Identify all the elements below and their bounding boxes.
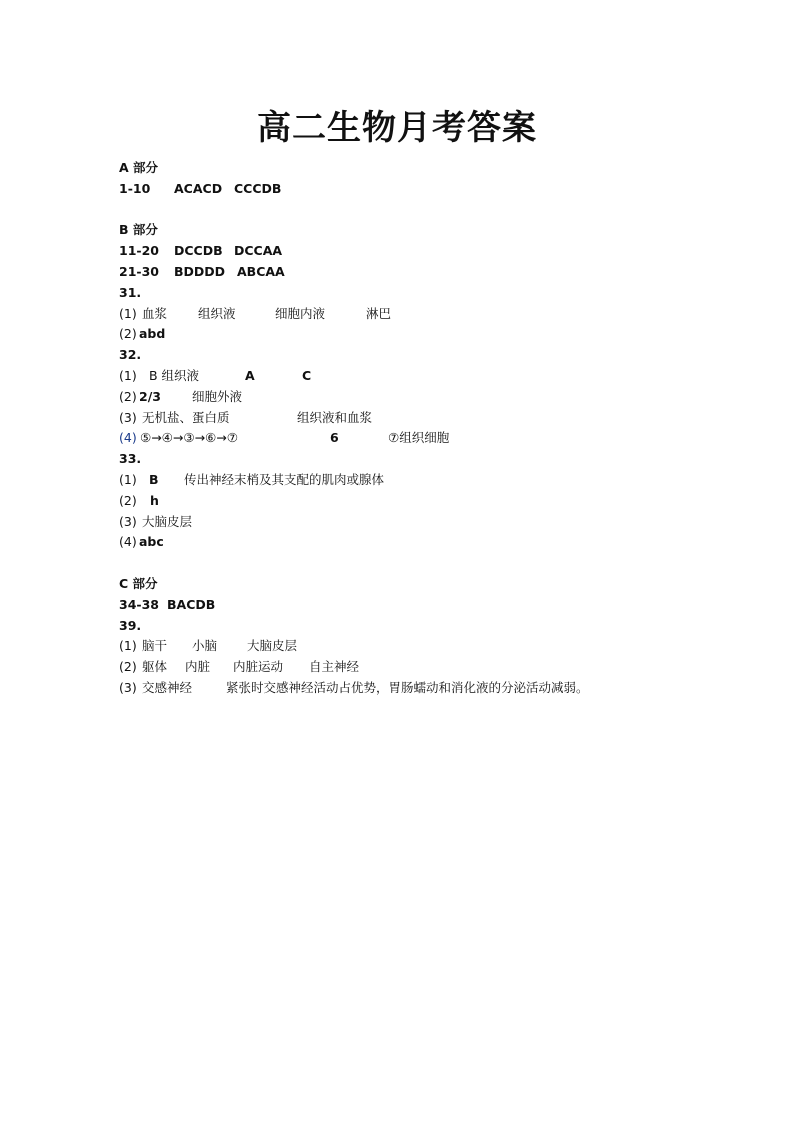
section-a-row xyxy=(119,179,739,200)
q31-part2 xyxy=(119,324,739,345)
answer-text: A xyxy=(245,367,255,383)
answer-text: 自主神经 xyxy=(309,659,360,675)
q33-part4 xyxy=(119,532,739,553)
section-c-heading: C 部分 xyxy=(119,575,158,591)
answer-text: h xyxy=(150,492,159,508)
answer-group: ACACD xyxy=(174,180,223,196)
answer-content xyxy=(119,158,739,699)
answer-text: 血浆 xyxy=(142,305,168,321)
answer-range: 34-38 xyxy=(119,596,159,612)
answer-text: 大脑皮层 xyxy=(142,513,193,529)
part-number: (2) xyxy=(119,388,137,404)
answer-range: 1-10 xyxy=(119,180,151,196)
answer-text: 交感神经 xyxy=(142,679,193,695)
answer-text: abd xyxy=(139,326,166,342)
question-39-label: 39. xyxy=(119,617,142,633)
part-number: (1) xyxy=(119,305,137,321)
part-number: (1) xyxy=(119,638,137,654)
answer-text: 细胞内液 xyxy=(275,305,326,321)
part-number: (1) xyxy=(119,471,137,487)
part-number: (4) xyxy=(119,430,137,446)
page-title: 高二生物月考答案 xyxy=(257,108,537,148)
answer-range: 21-30 xyxy=(119,263,159,279)
answer-range: 11-20 xyxy=(119,243,159,259)
q32-part2 xyxy=(119,387,739,408)
section-a-heading: A 部分 xyxy=(119,160,159,175)
answer-text: 内脏 xyxy=(185,659,211,675)
spacer xyxy=(119,553,739,574)
question-33-label: 33. xyxy=(119,451,142,467)
answer-text: abc xyxy=(139,534,164,550)
answer-text: 细胞外液 xyxy=(192,388,243,404)
answer-group: ABCAA xyxy=(237,263,285,279)
question-32-label: 32. xyxy=(119,347,142,363)
answer-text: 组织液和血浆 xyxy=(297,409,373,425)
answer-text: 躯体 xyxy=(142,659,168,675)
answer-text: B xyxy=(149,471,159,487)
part-number: (2) xyxy=(119,326,137,342)
answer-text: 组织液 xyxy=(198,305,236,321)
q32-part3 xyxy=(119,408,739,429)
answer-group: BDDDD xyxy=(174,263,226,279)
spacer xyxy=(119,200,739,221)
answer-text: 2/3 xyxy=(139,388,161,404)
answer-group: CCCDB xyxy=(234,180,282,196)
section-b-heading: B 部分 xyxy=(119,222,158,238)
answer-text: C xyxy=(302,367,312,383)
q39-part3 xyxy=(119,678,739,699)
answer-text: 小脑 xyxy=(192,638,218,654)
answer-group: DCCAA xyxy=(234,243,283,259)
q32-part1 xyxy=(119,366,739,387)
answer-text: 紧张时交感神经活动占优势，胃肠蠕动和消化液的分泌活动减弱。 xyxy=(226,679,589,695)
part-number: (4) xyxy=(119,534,137,550)
q33-part2 xyxy=(119,491,739,512)
answer-group: DCCDB xyxy=(174,243,223,259)
q33-part1 xyxy=(119,470,739,491)
question-31-label: 31. xyxy=(119,284,142,300)
answer-text: B 组织液 xyxy=(149,367,200,383)
answer-text: ⑦组织细胞 xyxy=(388,430,450,446)
q33-part3 xyxy=(119,512,739,533)
part-number: (2) xyxy=(119,492,137,508)
section-b-row1 xyxy=(119,241,739,262)
part-number: (3) xyxy=(119,409,137,425)
q39-part1 xyxy=(119,636,739,657)
answer-text: 无机盐、蛋白质 xyxy=(142,409,230,425)
q31-part1 xyxy=(119,304,739,325)
answer-text: 大脑皮层 xyxy=(247,638,298,654)
section-b-row2 xyxy=(119,262,739,283)
part-number: (3) xyxy=(119,513,137,529)
answer-text: 淋巴 xyxy=(366,305,392,321)
answer-group: BACDB xyxy=(167,596,216,612)
q32-part4 xyxy=(119,428,739,449)
answer-text: 脑干 xyxy=(142,638,168,654)
q39-part2 xyxy=(119,657,739,678)
answer-text: ⑤→④→③→⑥→⑦ xyxy=(140,430,238,446)
part-number: (2) xyxy=(119,659,137,675)
part-number: (1) xyxy=(119,367,137,383)
answer-text: 内脏运动 xyxy=(233,659,284,675)
section-c-row xyxy=(119,595,739,616)
answer-text: 传出神经末梢及其支配的肌肉或腺体 xyxy=(184,471,385,487)
part-number: (3) xyxy=(119,679,137,695)
answer-text: 6 xyxy=(330,430,339,446)
